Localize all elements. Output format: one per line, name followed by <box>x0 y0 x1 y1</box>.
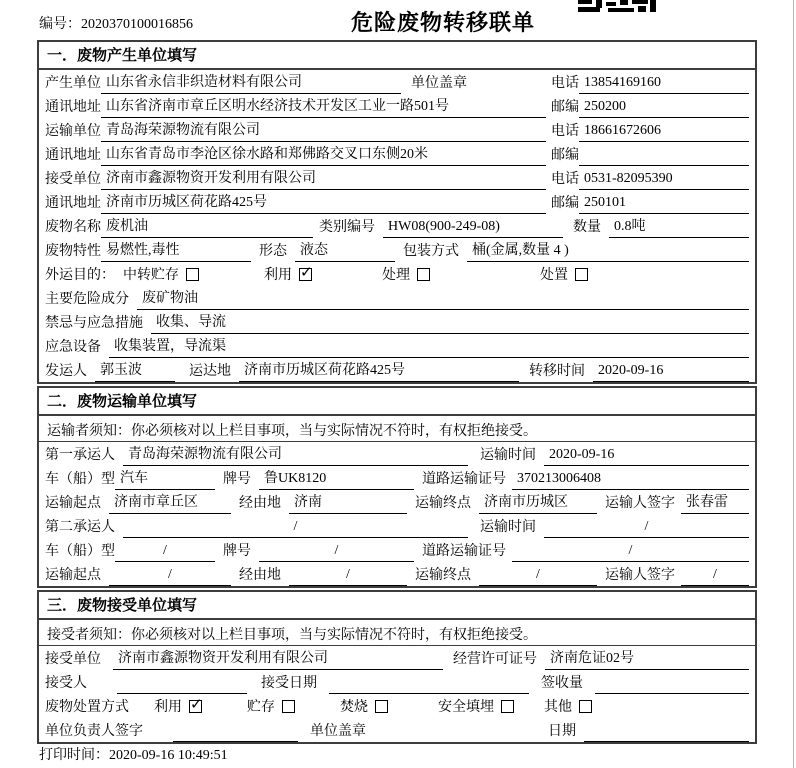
disposal-option-other-label: 其他 <box>544 700 572 715</box>
plate1-value: 鲁UK8120 <box>259 467 414 490</box>
row-disposal-method <box>39 694 755 718</box>
section-receiver <box>37 590 757 744</box>
purpose-label: 外运目的： <box>45 268 115 283</box>
form-label: 形态 <box>259 244 287 259</box>
phone2-label: 电话 <box>551 124 579 139</box>
section-producer <box>37 40 757 384</box>
start2-value: / <box>109 567 231 586</box>
carrier1-label: 第一承运人 <box>45 448 115 463</box>
produce-unit-label: 产生单位 <box>45 76 101 91</box>
disposal-option-landfill-label: 安全填埋 <box>438 700 494 715</box>
checkbox-disposal-store-icon <box>282 700 295 713</box>
shipper-value: 郭玉波 <box>95 359 175 382</box>
carrier2-value: / <box>123 519 468 538</box>
transport-unit-label: 运输单位 <box>45 124 101 139</box>
checkbox-dispose-icon <box>575 268 588 281</box>
vehicle2-label: 车（船）型 <box>45 544 115 559</box>
zip3-value: 250101 <box>579 195 749 214</box>
qty-label: 数量 <box>573 220 601 235</box>
zip3-label: 邮编 <box>551 196 579 211</box>
checkbox-disposal-landfill-icon <box>501 700 514 713</box>
transfer-time-value: 2020-09-16 <box>593 363 749 382</box>
page-title: 危险废物转移联单 <box>350 10 535 35</box>
plate1-label: 牌号 <box>223 472 251 487</box>
row-carrier1 <box>39 442 755 466</box>
vehicle1-label: 车（船）型 <box>45 472 115 487</box>
row-produce-unit <box>39 70 755 94</box>
road2-label: 道路运输证号 <box>422 544 506 559</box>
manager-sign-label: 单位负责人签字 <box>45 724 143 739</box>
unit-seal2-label: 单位盖章 <box>310 724 366 739</box>
waste-name-value: 废机油 <box>101 215 313 238</box>
road2-value: / <box>512 543 749 562</box>
plate2-label: 牌号 <box>223 544 251 559</box>
phone3-label: 电话 <box>551 172 579 187</box>
time1-label: 运输时间 <box>480 448 536 463</box>
start2-label: 运输起点 <box>45 568 101 583</box>
phone1-label: 电话 <box>551 76 579 91</box>
end1-label: 运输终点 <box>415 496 471 511</box>
category-label: 类别编号 <box>319 220 375 235</box>
plate2-value: / <box>259 543 414 562</box>
permit-label: 经营许可证号 <box>453 652 537 667</box>
addr2-label: 通讯地址 <box>45 148 101 163</box>
via2-value: / <box>289 567 407 586</box>
disposal-option-use <box>154 696 202 716</box>
phone3-value: 0531-82095390 <box>579 171 749 190</box>
receiver-value <box>117 691 247 694</box>
disposal-option-incinerate <box>340 696 388 716</box>
disposal-option-store-label: 贮存 <box>247 700 275 715</box>
checkbox-disposal-other-icon <box>579 700 592 713</box>
row-produce-address <box>39 94 755 118</box>
package-value: 桶(金属,数量 4 ) <box>467 239 749 262</box>
transport-unit-value: 青岛海荣源物流有限公司 <box>101 119 546 142</box>
row-receiver-person <box>39 670 755 694</box>
sign2-value: / <box>681 567 749 586</box>
vehicle2-value: / <box>115 543 215 562</box>
document-header <box>0 0 796 40</box>
disposal-option-store <box>247 696 295 716</box>
row-hazard-component <box>39 286 755 310</box>
zip2-label: 邮编 <box>551 148 579 163</box>
sign-qty-value <box>595 691 749 694</box>
receiver-unit-label: 接受单位 <box>45 652 101 667</box>
disposal-option-use-label: 利用 <box>154 700 182 715</box>
category-value: HW08(900-249-08) <box>383 219 563 238</box>
section-transporter-title: 二．废物运输单位填写 <box>39 388 755 416</box>
receiver-unit-value: 济南市鑫源物资开发利用有限公司 <box>113 647 443 670</box>
purpose-option-treat-label: 处理 <box>382 268 410 283</box>
road1-label: 道路运输证号 <box>422 472 506 487</box>
sign1-value: 张春雷 <box>681 491 749 514</box>
row-vehicle1 <box>39 466 755 490</box>
addr1-label: 通讯地址 <box>45 100 101 115</box>
row-shipper <box>39 358 755 382</box>
print-time: 打印时间：2020-09-16 10:49:51 <box>39 748 228 763</box>
checkbox-treat-icon <box>417 268 430 281</box>
phone1-value: 13854169160 <box>579 75 749 94</box>
sign2-label: 运输人签字 <box>605 568 675 583</box>
taboo-value: 收集、导流 <box>151 311 749 334</box>
character-label: 废物特性 <box>45 244 101 259</box>
checkbox-use-icon <box>299 268 312 281</box>
section-producer-title: 一．废物产生单位填写 <box>39 42 755 70</box>
equipment-label: 应急设备 <box>45 340 101 355</box>
receiver-notice: 接受者须知：你必须核对以上栏目事项，当与实际情况不符时，有权拒绝接受。 <box>39 620 755 646</box>
disposal-label: 废物处置方式 <box>45 700 129 715</box>
dest-value: 济南市历城区荷花路425号 <box>239 359 519 382</box>
row-receive-unit <box>39 166 755 190</box>
via1-value: 济南 <box>289 491 407 514</box>
addr3-label: 通讯地址 <box>45 196 101 211</box>
purpose-option-use-label: 利用 <box>264 268 292 283</box>
carrier2-label: 第二承运人 <box>45 520 115 535</box>
row-waste-character <box>39 238 755 262</box>
end1-value: 济南市历城区 <box>479 491 597 514</box>
end2-value: / <box>479 567 597 586</box>
carrier1-value: 青岛海荣源物流有限公司 <box>123 443 468 466</box>
row-transfer-purpose <box>39 262 755 286</box>
via2-label: 经由地 <box>239 568 281 583</box>
row-route2 <box>39 562 755 586</box>
row-transport-unit <box>39 118 755 142</box>
hazard-value: 废矿物油 <box>137 287 749 310</box>
row-emergency-equipment <box>39 334 755 358</box>
purpose-option-dispose <box>540 264 588 284</box>
disposal-option-landfill <box>438 696 514 716</box>
start1-value: 济南市章丘区 <box>109 491 231 514</box>
row-manager-sign <box>39 718 755 742</box>
receive-date-label: 接受日期 <box>261 676 317 691</box>
end2-label: 运输终点 <box>415 568 471 583</box>
time2-value: / <box>544 519 749 538</box>
page-right-edge <box>793 0 794 768</box>
unit-seal-label: 单位盖章 <box>411 76 467 91</box>
addr2-value: 山东省青岛市李沧区徐水路和郑佛路交叉口东侧20米 <box>101 143 546 166</box>
document-number-label: 编号： <box>39 17 81 32</box>
purpose-option-use <box>264 264 312 284</box>
via1-label: 经由地 <box>239 496 281 511</box>
form-value: 液态 <box>295 239 395 262</box>
time2-label: 运输时间 <box>480 520 536 535</box>
phone2-value: 18661672606 <box>579 123 749 142</box>
receive-date-value <box>329 691 529 694</box>
row-waste-name <box>39 214 755 238</box>
sign-qty-label: 签收量 <box>541 676 583 691</box>
dest-label: 运达地 <box>189 364 231 379</box>
taboo-label: 禁忌与应急措施 <box>45 316 143 331</box>
row-transport-address <box>39 142 755 166</box>
checkbox-disposal-incinerate-icon <box>375 700 388 713</box>
addr3-value: 济南市历城区荷花路425号 <box>101 191 546 214</box>
disposal-option-other <box>544 696 592 716</box>
receiver-label: 接受人 <box>45 676 87 691</box>
produce-unit-value: 山东省永信非织造材料有限公司 <box>101 71 401 94</box>
section-receiver-title: 三．废物接受单位填写 <box>39 592 755 620</box>
purpose-option-transit <box>123 264 199 284</box>
row-receive-address <box>39 190 755 214</box>
vehicle1-value: 汽车 <box>115 467 215 490</box>
row-carrier2 <box>39 514 755 538</box>
zip1-value: 250200 <box>579 99 749 118</box>
equipment-value: 收集装置，导流渠 <box>109 335 749 358</box>
row-route1 <box>39 490 755 514</box>
transfer-time-label: 转移时间 <box>529 364 585 379</box>
section-transporter <box>37 386 757 588</box>
time1-value: 2020-09-16 <box>544 447 749 466</box>
permit-value: 济南危证02号 <box>545 647 749 670</box>
hazard-label: 主要危险成分 <box>45 292 129 307</box>
transporter-notice: 运输者须知：你必须核对以上栏目事项，当与实际情况不符时，有权拒绝接受。 <box>39 416 755 442</box>
date-label: 日期 <box>548 724 576 739</box>
disposal-option-incinerate-label: 焚烧 <box>340 700 368 715</box>
qr-code-fragment <box>578 0 656 13</box>
manager-sign-value <box>173 739 298 742</box>
receive-unit-label: 接受单位 <box>45 172 101 187</box>
addr1-value: 山东省济南市章丘区明水经济技术开发区工业一路501号 <box>101 95 546 118</box>
row-vehicle2 <box>39 538 755 562</box>
row-receiver-unit <box>39 646 755 670</box>
road1-value: 370213006408 <box>512 471 749 490</box>
start1-label: 运输起点 <box>45 496 101 511</box>
qty-value: 0.8吨 <box>609 215 749 238</box>
zip1-label: 邮编 <box>551 100 579 115</box>
date-value <box>584 739 749 742</box>
manifest-form <box>37 40 757 744</box>
purpose-option-transit-label: 中转贮存 <box>123 268 179 283</box>
purpose-option-treat <box>382 264 430 284</box>
package-label: 包装方式 <box>403 244 459 259</box>
purpose-option-dispose-label: 处置 <box>540 268 568 283</box>
checkbox-disposal-use-icon <box>189 700 202 713</box>
row-taboo-measures <box>39 310 755 334</box>
sign1-label: 运输人签字 <box>605 496 675 511</box>
receive-unit-value: 济南市鑫源物资开发利用有限公司 <box>101 167 546 190</box>
checkbox-transit-icon <box>186 268 199 281</box>
document-number-value: 2020370100016856 <box>81 17 193 32</box>
shipper-label: 发运人 <box>45 364 87 379</box>
character-value: 易燃性,毒性 <box>101 239 251 262</box>
zip2-value <box>579 163 749 166</box>
waste-name-label: 废物名称 <box>45 220 101 235</box>
